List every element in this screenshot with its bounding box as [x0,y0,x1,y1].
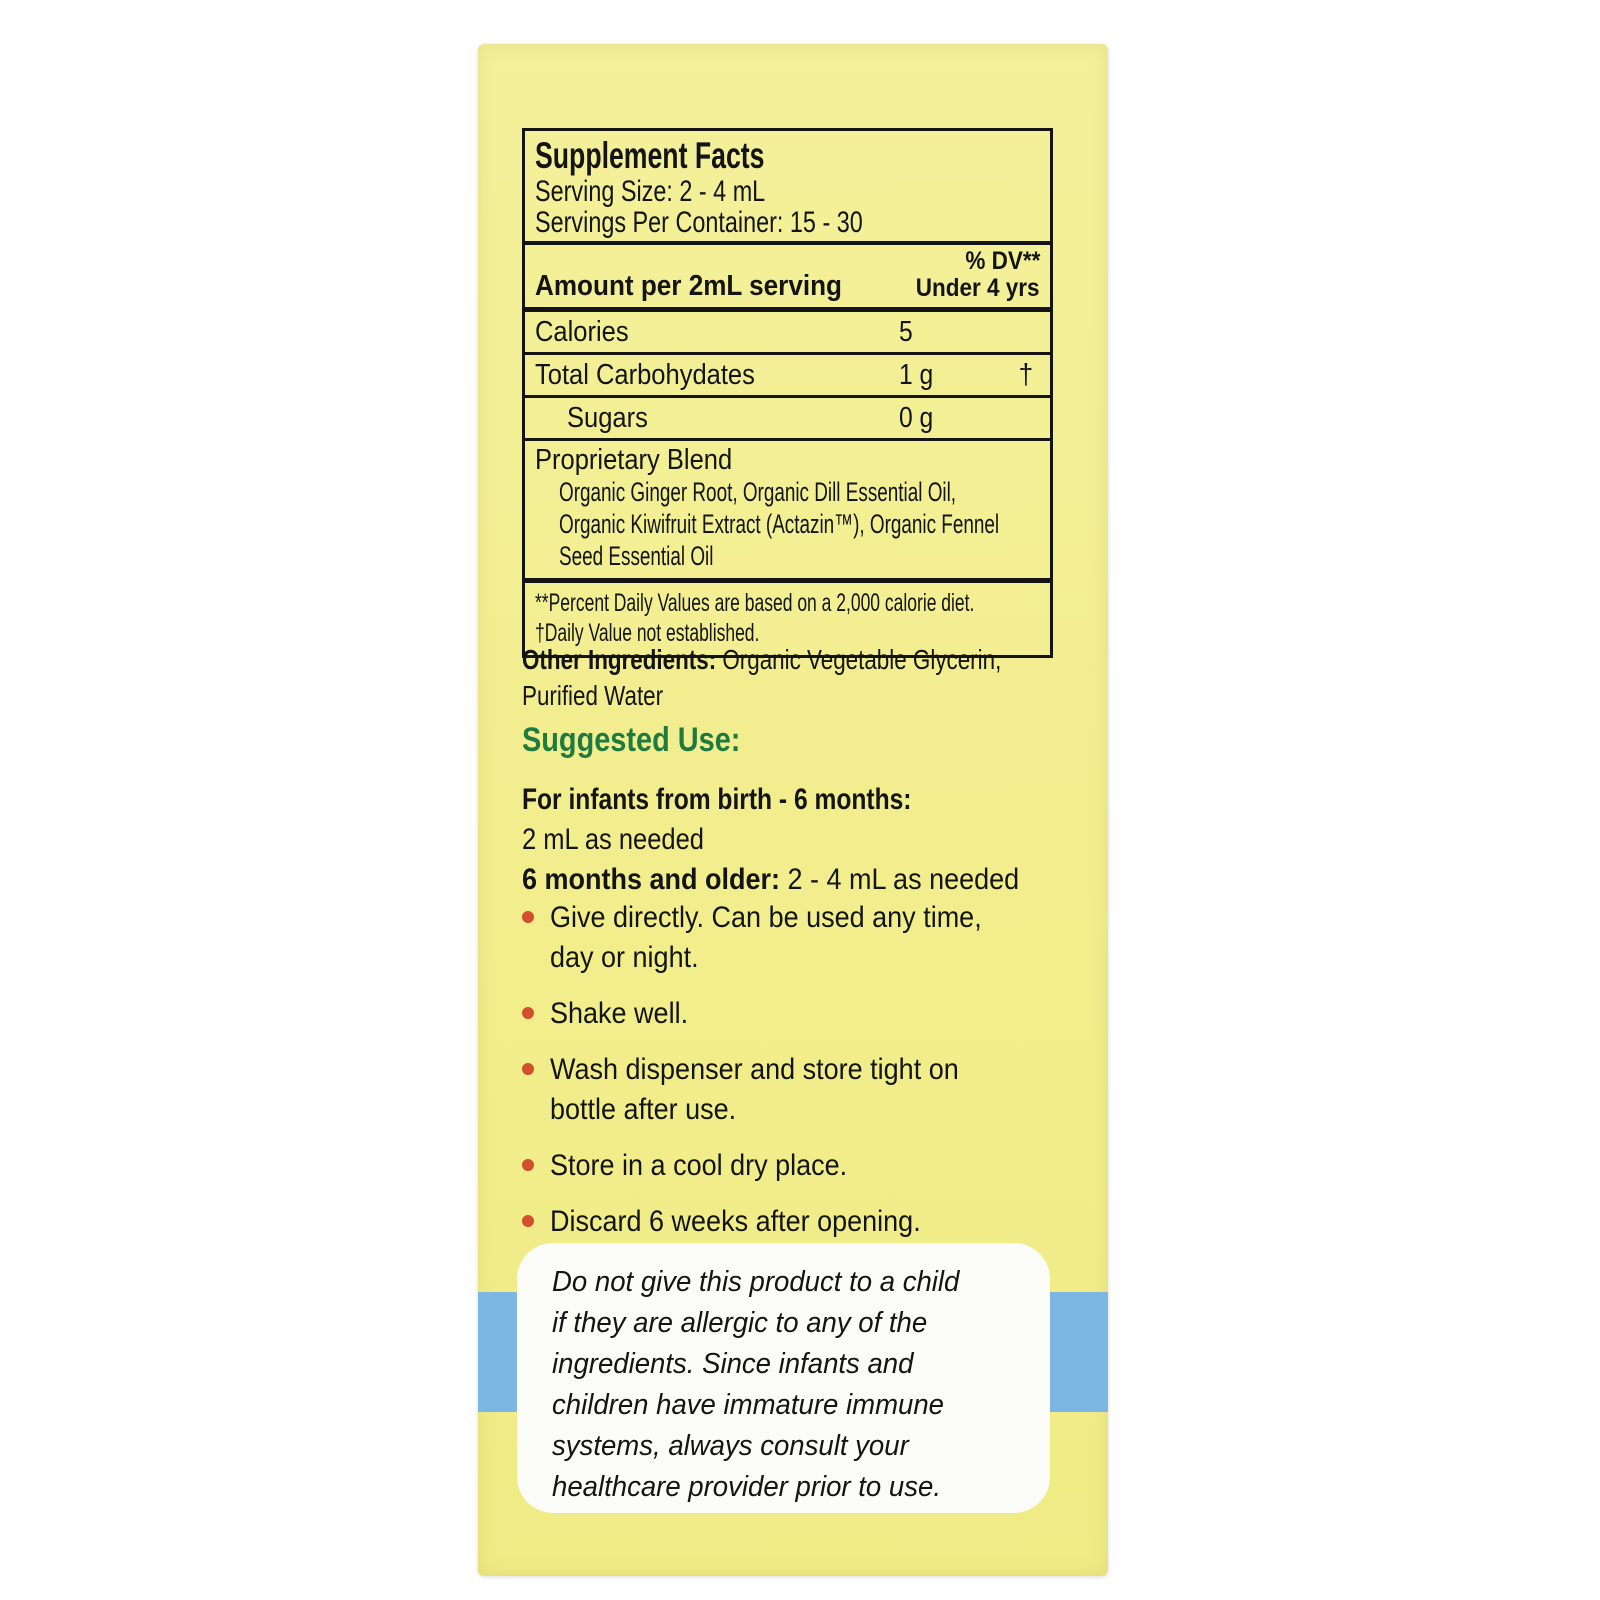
package-side-panel [478,44,1108,1576]
list-item [522,1202,1062,1242]
dv-header-line1-text: % DV** [964,247,1040,275]
row-label: Calories [535,316,629,348]
proprietary-blend-title-text: Proprietary Blend [535,444,733,476]
amount-column-header-text: Amount per 2mL serving [535,270,842,302]
warning-text: systems, always consult your [552,1430,909,1462]
dosage-line2-text: 2 mL as needed [522,823,704,856]
dv-header-line1 [902,248,1040,275]
dosage-line3-text [522,860,1019,900]
blend-ingredients-line [535,508,1040,540]
bullet-text: Give directly. Can be used any time, [550,901,982,934]
proprietary-blend-title [535,444,1040,476]
warning-text: healthcare provider prior to use. [552,1471,941,1503]
blend-ingredients-text: Seed Essential Oil [559,541,714,571]
bullet-icon [522,1007,534,1019]
table-row-calories [525,312,1050,352]
row-amount-text: 0 g [899,402,934,434]
warning-text: children have immature immune [552,1389,944,1421]
other-ingredients-line2 [522,678,1062,714]
bullet-line [550,938,1062,978]
row-label: Sugars [567,402,648,434]
suggested-use-heading-text: Suggested Use: [522,721,741,759]
supplement-facts-header [525,131,1050,241]
serving-size-text: Serving Size: 2 - 4 mL [535,175,766,208]
warning-line [552,1344,1050,1385]
row-amount-text: 5 [899,316,913,348]
bullet-text: bottle after use. [550,1093,737,1126]
bullet-text: Store in a cool dry place. [550,1149,848,1182]
bullet-text: day or night. [550,941,699,974]
bullet-line [550,994,1062,1034]
allergy-warning-box [517,1243,1050,1513]
blend-ingredients-line [535,476,1040,508]
row-dv [1017,355,1033,395]
table-row-sugars [525,398,1050,438]
servings-per-container-text: Servings Per Container: 15 - 30 [535,206,863,239]
row-amount [899,398,939,438]
blend-ingredients-line [535,540,1040,572]
warning-text: if they are allergic to any of the [552,1307,928,1339]
row-label-indent-wrap [535,402,659,434]
other-ingredients-block [522,642,1062,714]
bullet-line [550,1202,1062,1242]
dv-header-line2 [902,275,1040,302]
warning-line [552,1262,1050,1303]
supplement-facts-table [522,128,1053,658]
bullet-icon [522,1159,534,1171]
other-ingredients-value: Organic Vegetable Glycerin, [716,644,1002,675]
dosage-line2 [522,820,1074,860]
list-item [522,994,1062,1034]
servings-per-container-line [535,207,1040,238]
bullet-line [550,1050,1062,1090]
row-amount [899,355,939,395]
table-row-carbohydrates [525,355,1050,395]
suggested-use-bullet-list [522,898,1062,1258]
footnote-text: **Percent Daily Values are based on a 2,000 calorie diet. [535,589,975,617]
row-amount [899,312,915,352]
bullet-text: Shake well. [550,997,689,1030]
amount-column-header [535,270,876,302]
warning-text: Do not give this product to a child [552,1266,960,1298]
dagger-symbol: † [1018,359,1033,391]
dosage-line3-rest: 2 - 4 mL as needed [780,863,1020,896]
warning-line [552,1426,1050,1467]
other-ingredients-line1-text [522,642,1001,678]
dv-column-header [902,248,1040,302]
bullet-text: Wash dispenser and store tight on [550,1053,959,1086]
warning-line [552,1467,1050,1508]
bullet-line [550,1090,1062,1130]
row-label: Total Carbohydates [535,359,755,391]
dv-header-line2-text: Under 4 yrs [916,274,1040,302]
serving-size-line [535,176,1040,207]
proprietary-blend-block [525,441,1050,578]
other-ingredients-label: Other Ingredients: [522,644,717,675]
other-ingredients-line2-text: Purified Water [522,680,664,711]
blend-ingredients-text: Organic Kiwifruit Extract (Actazin™), Organic Fennel [559,509,1000,539]
list-item [522,1050,1062,1130]
row-amount-text: 1 g [899,359,934,391]
dosage-line1-text: For infants from birth - 6 months: [522,783,912,816]
footnote-line [535,588,1040,618]
warning-line [552,1385,1050,1426]
supplement-facts-title [535,136,1040,176]
list-item [522,898,1062,978]
other-ingredients-line1 [522,642,1062,678]
footnote-text: †Daily Value not established. [535,619,760,647]
suggested-use-heading [522,720,779,760]
bullet-icon [522,1215,534,1227]
warning-text: ingredients. Since infants and [552,1348,914,1380]
bullet-line [550,1146,1062,1186]
bullet-line [550,898,1062,938]
dosage-block [522,780,1074,900]
blend-ingredients-text: Organic Ginger Root, Organic Dill Essential Oil, [559,477,957,507]
dosage-line3 [522,860,1074,900]
dosage-line3-bold: 6 months and older: [522,863,781,896]
dosage-line1 [522,780,1074,820]
bullet-icon [522,911,534,923]
bullet-text: Discard 6 weeks after opening. [550,1205,921,1238]
column-header-row [525,245,1050,307]
supplement-facts-title-text: Supplement Facts [535,135,765,176]
bullet-icon [522,1063,534,1075]
list-item [522,1146,1062,1186]
warning-line [552,1303,1050,1344]
